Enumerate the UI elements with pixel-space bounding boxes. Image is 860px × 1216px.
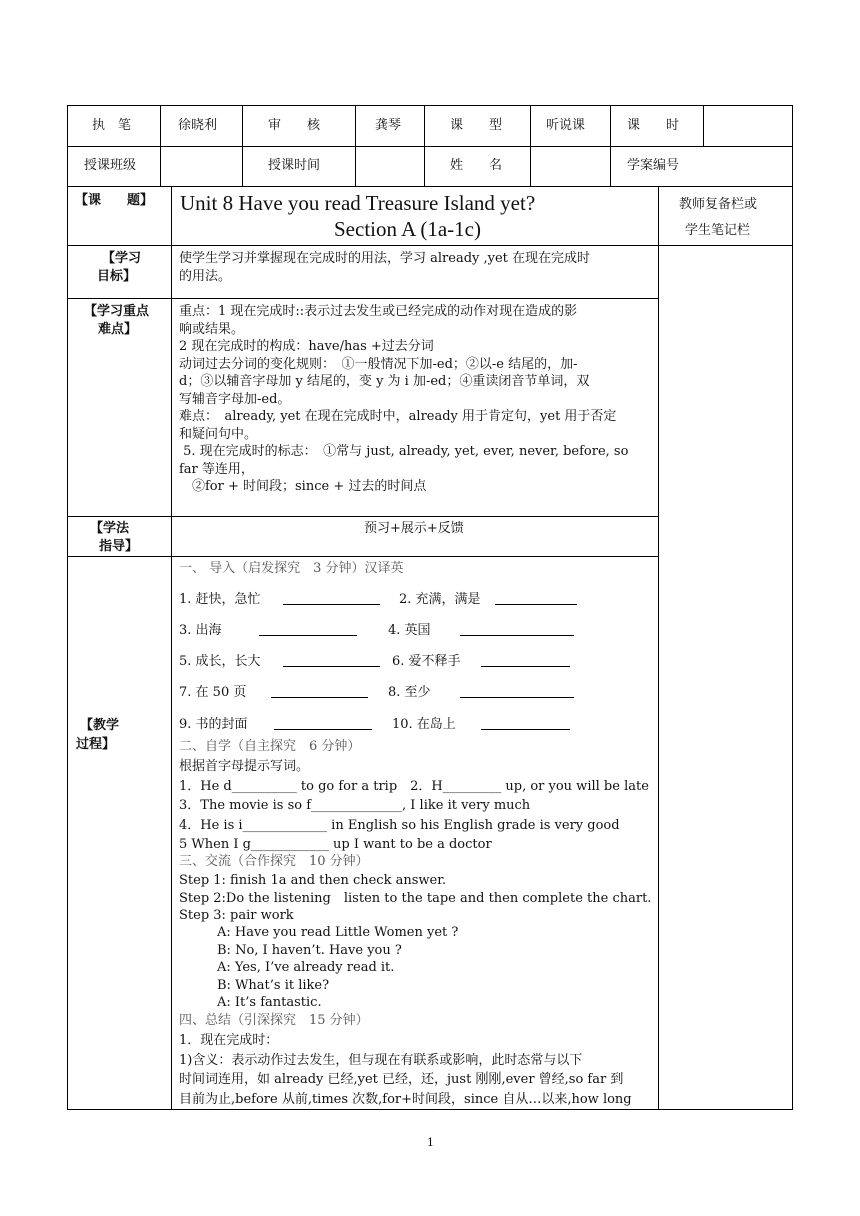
review-label: 审 核	[268, 118, 321, 133]
time-label: 授课时间	[268, 158, 321, 173]
key-point-line: 5. 现在完成时的标志： ①常与 just, already, yet, ever, never, before, so	[179, 444, 629, 459]
reviewer-name: 龚琴	[375, 118, 402, 133]
dialogue-line: A: It’s fantastic.	[217, 995, 322, 1010]
vocab-item: 3. 出海	[179, 623, 222, 638]
method-label: 指导】	[99, 539, 139, 554]
topic-title-line2: Section A (1a-1c)	[334, 217, 481, 241]
exercise-line: 根据首字母提示写词。	[179, 759, 310, 774]
dialogue-line: A: Have you read Little Women yet ?	[217, 925, 459, 940]
topic-label: 【课 题】	[75, 193, 154, 208]
vocab-item: 1. 赶快，急忙	[179, 592, 261, 607]
key-point-line: d；③以辅音字母加 y 结尾的，变 y 为 i 加-ed；④重读闭音节单词，双	[179, 374, 590, 389]
notes-column-label: 教师复备栏或	[679, 197, 758, 212]
step-line: Step 3: pair work	[179, 908, 294, 923]
key-point-line: 写辅音字母加-ed。	[179, 391, 291, 407]
period-label: 课 时	[627, 118, 680, 133]
exercise-line: 1．He d__________ to go for a trip 2．H_________ up, or you will be late	[179, 778, 649, 794]
answer-blank	[271, 697, 368, 698]
notes-column-label: 学生笔记栏	[685, 223, 751, 238]
key-point-line: 重点：1 现在完成时::表示过去发生或已经完成的动作对现在造成的影	[179, 304, 578, 319]
table-rule	[67, 556, 658, 557]
dialogue-line: A: Yes, I’ve already read it.	[217, 960, 395, 975]
table-rule	[67, 186, 793, 187]
section-3-text	[179, 872, 657, 925]
section-4-title: 四、总结（引深探究 15 分钟）	[179, 1013, 369, 1028]
goals-text: 使学生学习并掌握现在完成时的用法，学习 already ,yet 在现在完成时	[179, 251, 591, 266]
answer-blank	[283, 666, 380, 667]
table-border-top	[67, 105, 793, 106]
key-points-text	[179, 303, 657, 496]
dialogue	[217, 924, 647, 1012]
answer-blank	[495, 604, 577, 605]
writer-name: 徐晓利	[178, 118, 218, 133]
table-rule	[658, 186, 659, 1110]
exercise-line: 3．The movie is so f______________, I like it very much	[179, 798, 531, 813]
table-rule	[242, 105, 243, 187]
answer-blank	[460, 697, 574, 698]
process-label: 【教学	[80, 718, 120, 733]
table-rule	[355, 105, 356, 187]
topic-title-line1: Unit 8 Have you read Treasure Island yet?	[180, 191, 536, 215]
table-rule	[160, 105, 161, 187]
page-number: 1	[427, 1136, 434, 1149]
exercise-line: 5 When I g____________ up I want to be a doctor	[179, 837, 492, 852]
section-1-title: 一、 导入（启发探究 3 分钟）汉译英	[179, 561, 404, 576]
table-rule	[67, 298, 658, 299]
table-rule	[530, 105, 531, 187]
summary-line: 目前为止,before 从前,times 次数,for+时间段，since 自从…以来,how long	[179, 1091, 632, 1107]
goals-text: 的用法。	[179, 269, 232, 284]
table-rule	[67, 245, 793, 246]
table-rule	[703, 105, 704, 147]
writer-label: 执 笔	[92, 118, 132, 133]
section-3-title: 三、交流（合作探究 10 分钟）	[179, 854, 369, 869]
table-border-right	[792, 105, 793, 1110]
key-point-line: ②for + 时间段；since + 过去的时间点	[179, 479, 427, 494]
answer-blank	[481, 666, 570, 667]
answer-blank	[481, 729, 570, 730]
section-2-title: 二、自学（自主探究 6 分钟）	[179, 739, 361, 754]
step-line: Step 2:Do the listening listen to the tape and then complete the chart.	[179, 890, 652, 906]
goals-label: 目标】	[97, 269, 137, 284]
summary-line: 1)含义：表示动作过去发生，但与现在有联系或影响，此时态常与以下	[179, 1052, 583, 1068]
lesson-type-label: 课 型	[450, 118, 503, 133]
key-points-label: 难点】	[98, 322, 138, 337]
table-rule	[67, 516, 658, 517]
answer-blank	[283, 604, 380, 605]
key-point-line: 和疑问句中。	[179, 426, 258, 442]
process-label: 过程】	[76, 737, 116, 752]
key-point-line: 2 现在完成时的构成：have/has +过去分词	[179, 339, 434, 354]
dialogue-line: B: No, I haven’t. Have you ?	[217, 942, 402, 958]
vocab-item: 2. 充满，满是	[399, 592, 481, 607]
table-border-left	[67, 105, 68, 1110]
key-point-line: 难点： already, yet 在现在完成时中，already 用于肯定句，yet 用于否定	[179, 409, 617, 424]
key-point-line: far 等连用，	[179, 461, 254, 477]
dialogue-line: B: What’s it like?	[217, 977, 330, 993]
answer-blank	[460, 635, 574, 636]
name-label: 姓 名	[450, 158, 503, 173]
answer-blank	[259, 635, 357, 636]
vocab-item: 8. 至少	[388, 685, 431, 700]
vocab-item: 4. 英国	[388, 623, 431, 638]
goals-label: 【学习	[102, 251, 142, 266]
key-points-label: 【学习重点	[84, 304, 150, 319]
vocab-item: 5. 成长，长大	[179, 654, 261, 669]
exercise-line: 4．He is i_____________ in English so his English grade is very good	[179, 817, 620, 833]
lesson-type: 听说课	[546, 118, 586, 133]
table-rule	[171, 186, 172, 1110]
table-rule	[424, 105, 425, 187]
method-text: 预习+展示+反馈	[364, 521, 464, 536]
step-line: Step 1: finish 1a and then check answer.	[179, 873, 447, 888]
vocab-item: 9. 书的封面	[179, 717, 248, 732]
answer-blank	[274, 729, 372, 730]
vocab-item: 10. 在岛上	[392, 717, 456, 732]
method-label: 【学法	[90, 521, 130, 536]
key-point-line: 响或结果。	[179, 321, 245, 337]
vocab-item: 7. 在 50 页	[179, 685, 247, 700]
table-border-bottom	[67, 1109, 793, 1110]
class-label: 授课班级	[84, 158, 137, 173]
summary-line: 1．现在完成时：	[179, 1033, 279, 1048]
section-2-text	[179, 757, 657, 855]
table-rule	[67, 146, 793, 147]
vocab-item: 6. 爱不释手	[392, 654, 461, 669]
key-point-line: 动词过去分词的变化规则： ①一般情况下加-ed；②以-e 结尾的，加-	[179, 356, 578, 372]
plan-number-label: 学案编号	[627, 158, 680, 173]
section-4-text	[179, 1031, 657, 1109]
summary-line: 时间词连用，如 already 已经,yet 已经，还，just 刚刚,ever 曾经,so far 到	[179, 1072, 624, 1087]
table-rule	[610, 105, 611, 187]
